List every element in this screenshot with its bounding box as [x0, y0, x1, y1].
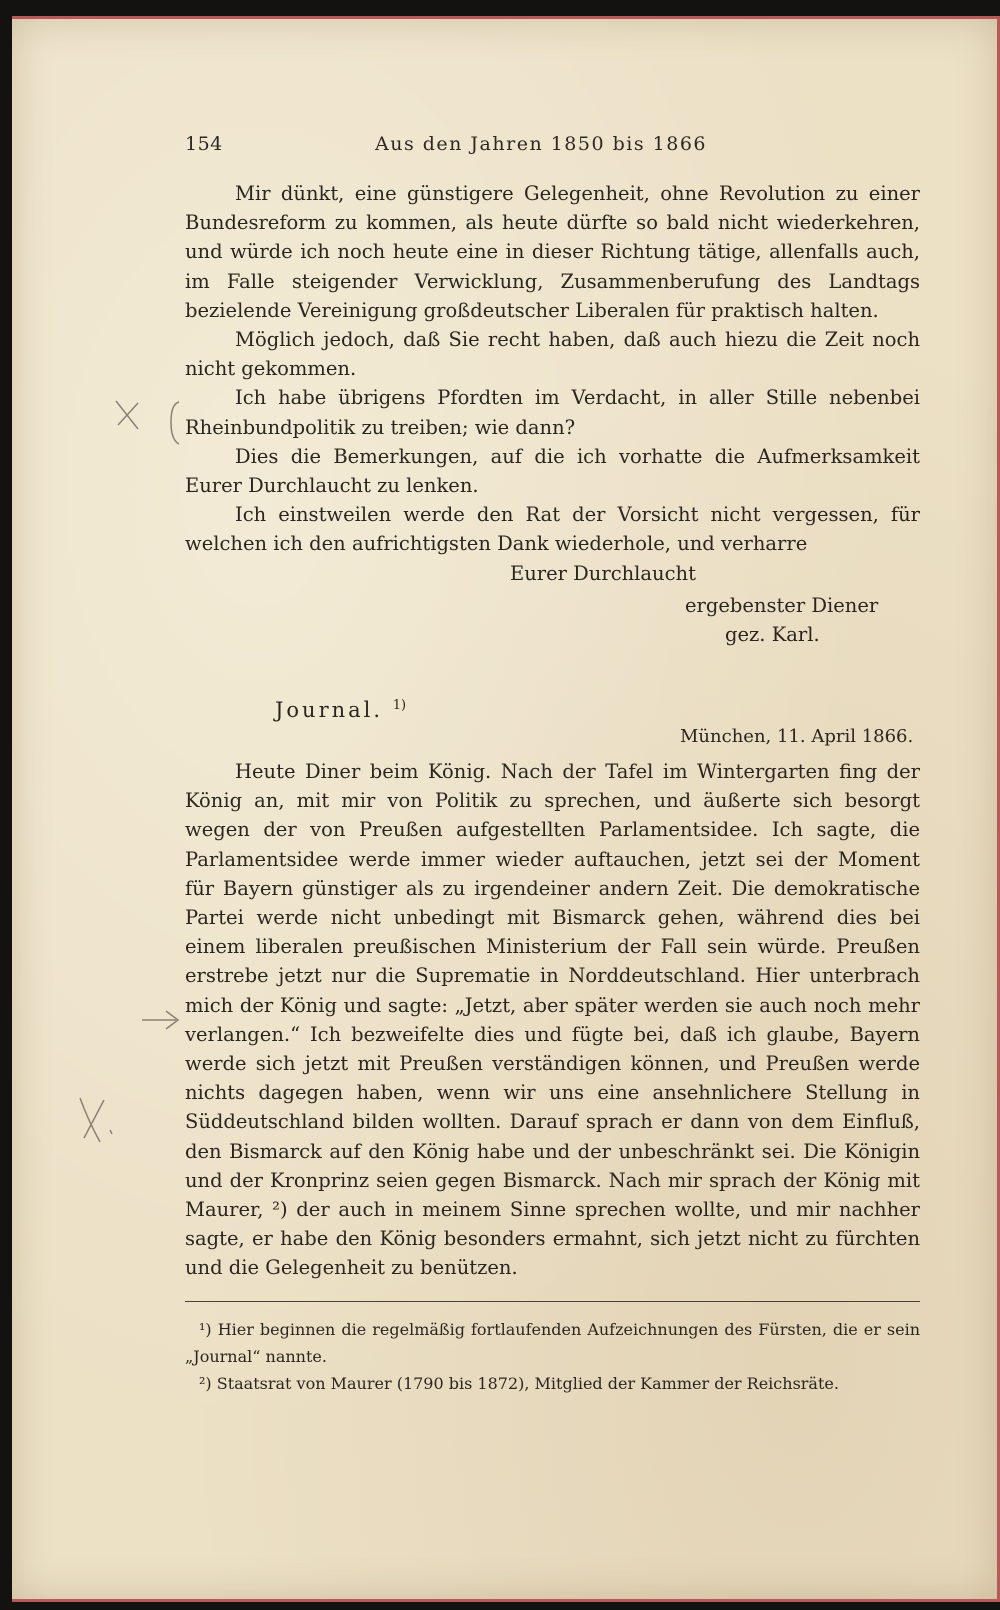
- letter-paragraph: Ich habe übrigens Pfordten im Verdacht, in aller Stille nebenbei Rheinbundpolitik zu treiben; wie dann?: [185, 386, 920, 439]
- journal-heading: [275, 698, 406, 722]
- journal-dateline: München, 11. April 1866.: [680, 726, 914, 747]
- page-number: 154: [185, 133, 223, 155]
- letter-paragraph: Möglich jedoch, daß Sie recht haben, daß auch hiezu die Zeit noch nicht gekommen.: [185, 328, 920, 381]
- letter-signature: gez. Karl.: [725, 623, 820, 647]
- letter-paragraph: Ich einstweilen werde den Rat der Vorsicht nicht vergessen, für welchen ich den aufrichtigsten Dank wiederhole, und verharre: [185, 503, 920, 556]
- journal-paragraph: Heute Diner beim König. Nach der Tafel im Wintergarten fing der König an, mit mir von Politik zu sprechen, und äußerte sich besorgt wegen der von Preußen aufgestellten Parlamentsidee. Ich sagte, die Parlamentsidee werde immer wieder auftauchen, jetzt sei der Moment für Bayern günstiger als zu irgendeiner andern Zeit. Die demokratische Partei werde nicht unbedingt mit Bismarck gehen, während dies bei einem liberalen preußischen Ministerium der Fall sein würde. Preußen erstrebe jetzt nur die Suprematie in Norddeutschland. Hier unterbrach mich der König und sagte: „Jetzt, aber später werden sie auch noch mehr verlangen.“ Ich bezweifelte dies und fügte bei, daß ich glaube, Bayern werde sich jetzt mit Preußen verständigen können, und Preußen werde nichts dagegen haben, wenn wir uns eine ansehnlichere Stellung in Süddeutschland bilden wollten. Darauf sprach er dann von dem Einfluß, den Bismarck auf den König habe und der unbeschränkt sei. Die Königin und der Kronprinz seien gegen Bismarck. Nach mir sprach der König mit Maurer, ²) der auch in meinem Sinne sprechen wollte, und mir nachher sagte, er habe den König besonders ermahnt, sich jetzt nicht zu fürchten und die Gelegenheit zu benützen.: [185, 760, 920, 1280]
- letter-body: [185, 179, 920, 649]
- journal-title: Journal.: [275, 698, 384, 722]
- footnote-2: ²) Staatsrat von Maurer (1790 bis 1872), Mitglied der Kammer der Reichsräte.: [199, 1374, 839, 1393]
- letter-paragraph: Dies die Bemerkungen, auf die ich vorhatte die Aufmerksamkeit Eurer Durchlaucht zu lenken.: [185, 444, 920, 498]
- footnote-divider: [185, 1301, 920, 1302]
- footnote-1: ¹) Hier beginnen die regelmäßig fortlaufenden Aufzeichnungen des Fürsten, die er sein „Journal“ nannte.: [185, 1320, 920, 1366]
- letter-salutation: Eurer Durchlaucht: [510, 561, 696, 585]
- letter-paragraph: Mir dünkt, eine günstigere Gelegenheit, ohne Revolution zu einer Bundesreform zu kommen, als heute dürfte so bald nicht wiederkehren, und würde ich noch heute eine in dieser Richtung tätige, allenfalls auch, im Falle steigender Verwicklung, Zusammenberufung des Landtags bezielende Vereinigung großdeutscher Liberalen für praktisch halten.: [185, 182, 920, 322]
- footnote-reference: 1): [392, 698, 407, 713]
- letter-servant-line: ergebenster Diener: [685, 593, 879, 617]
- page-header: [185, 133, 715, 159]
- running-head: Aus den Jahren 1850 bis 1866: [375, 133, 707, 155]
- journal-entry: [185, 757, 920, 1283]
- footnotes: [185, 1316, 920, 1397]
